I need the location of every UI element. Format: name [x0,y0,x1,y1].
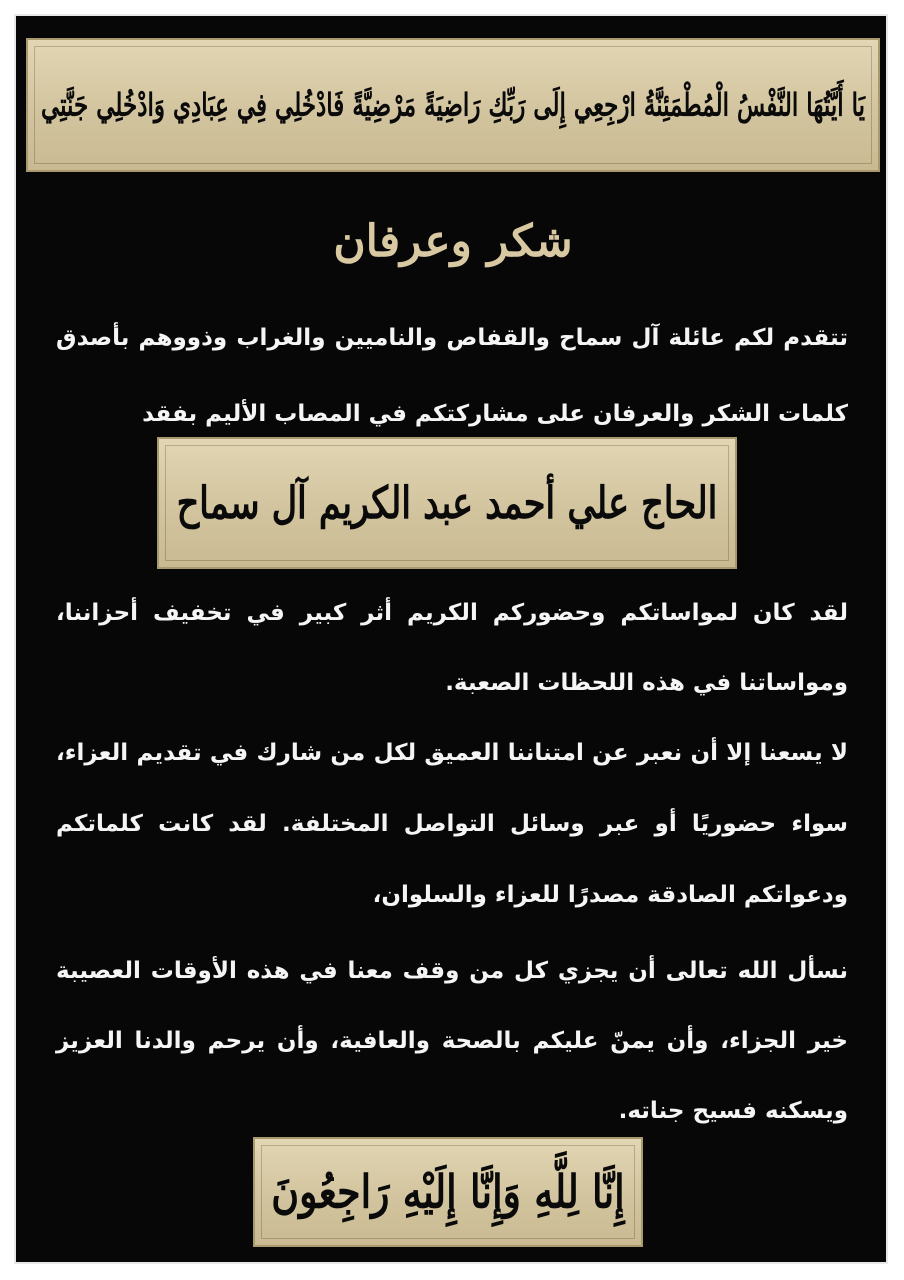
page-title: شكر وعرفان [333,216,573,267]
closing-verse-text: إِنَّا لِلَّهِ وَإِنَّا إِلَيْهِ رَاجِعُونَ [271,1164,625,1219]
condolence-card [14,14,888,1264]
quran-verse-plaque [26,38,880,172]
intro-paragraph: تتقدم لكم عائلة آل سماح والقفاص والناميين والغراب وذووهم بأصدق كلمات الشكر والعرفان على مشاركتكم في المصاب الأليم بفقد [56,325,848,427]
paragraph-prayer: نسأل الله تعالى أن يجزي كل من وقف معنا في هذه الأوقات العصيبة خير الجزاء، وأن يمنّ عليكم بالصحة والعافية، وأن يرحم والدنا العزيز ويسكنه فسيح جناته. [56,958,848,1124]
paragraph-appreciation: لا يسعنا إلا أن نعبر عن امتناننا العميق لكل من شارك في تقديم العزاء، سواء حضوريًا أو عبر وسائل التواصل المختلفة. لقد كانت كلماتكم ودعواتكم الصادقة مصدرًا للعزاء والسلوان، [56,740,848,908]
closing-verse-plaque [253,1137,643,1247]
deceased-name: الحاج علي أحمد عبد الكريم آل سماح [176,477,718,529]
quran-verse-text: يَا أَيَّتُهَا النَّفْسُ الْمُطْمَئِنَّةُ ارْجِعِي إِلَى رَبِّكِ رَاضِيَةً مَرْضِيَّةً فَادْخُلِي فِي عِبَادِي وَادْخُلِي جَنَّتِي [40,86,866,124]
paragraph-gratitude: لقد كان لمواساتكم وحضوركم الكريم أثر كبير في تخفيف أحزاننا، ومواساتنا في هذه اللحظات الصعبة. [56,600,848,696]
deceased-name-plaque [157,437,737,569]
